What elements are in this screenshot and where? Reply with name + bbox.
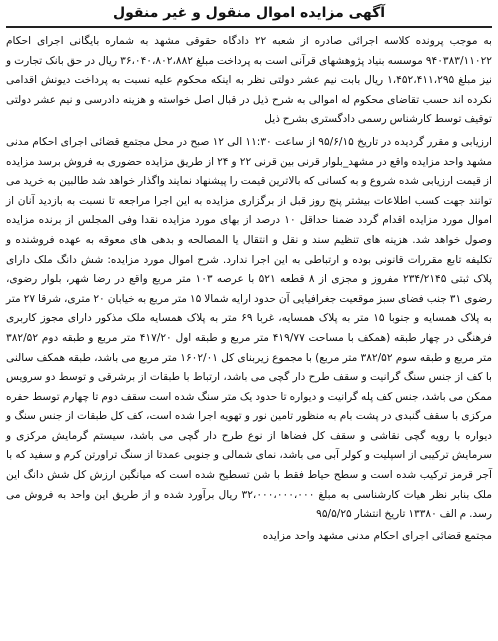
notice-title: آگهی مزایده اموال منقول و غیر منقول bbox=[112, 5, 386, 21]
notice-paragraph-auction: ارزیابی و مقرر گردیده در تاریخ ۹۵/۶/۱۵ از ساعت ۱۱:۳۰ الی ۱۲ صبح در محل مجتمع قضائی اجرای احکام مدنی مشهد واحد مزایده واقع در مشهد_بلوار قرنی بین قرنی ۲۲ و ۲۴ از طریق مزایده حضوری به فروش برسد مزایده از قیمت ارزیابی شده شروع و به کسانی که بالاترین قیمت را پیشنهاد نمایند واگذار خواهد شد طالبین به خرید می توانند جهت کسب اطلاعات بیشتر پنج روز قبل از برگزاری مزایده به این اجرا مراجعه تا نسبت به بازدید آنان از اموال مورد مزایده اقدام گردد ضمنا حداقل ۱۰ درصد از بهای مورد مزایده نقدا وفی المجلس از برنده مزایده وصول خواهد شد. هزینه های تنظیم سند و نقل و انتقال یا المصالحه و بدهی های معوقه به عهده فروشنده و تکلیفه تابع مقررات قانونی بوده و ارتباطی به این اجرا ندارد. شرح اموال مورد مزایده: شش دانگ ملک دارای پلاک ثبتی ۲۳۴/۲۱۴۵ مفروز و مجزی از ۸ قطعه ۵۲۱ با عرصه ۱۰۳ متر مربع واقع در رضا شهر، بلوار رضوی، رضوی ۳۱ جنب فضای سبز موقعیت جغرافیایی آن حدود ارایه شمالا ۱۵ متر مربع به خیابان ۲۰ متری، شرقا ۲۷ متر به پلاک همسایه و جنوبا ۱۵ متر به پلاک همسایه، غربا ۶۹ متر به پلاک همسایه ملک مذکور دارای مجوز کاربری فرهنگی در چهار طبقه (همکف با مساحت ۴۱۹/۷۷ متر مربع و طبقه اول ۴۱۷/۲۰ متر مربع و طبقه دوم ۳۸۲/۵۲ متر مربع و طبقه سوم ۳۸۲/۵۲ متر مربع) با مجموع زیربنای کل ۱۶۰۲/۰۱ متر مربع می باشد، طبقه همکف سالنی با کف از جنس سنگ گرانیت و سقف طرح دار گچی می باشد، ارتباط با طبقات از برشرقی و توسط دو سرویس ممکن می باشد، جنس کف پله گرانیت و دیواره تا حدود یک متر سنگ شده است سقف دوم تا چهارم توسط حفره مرکزی با سقف گنبدی در پشت بام به منظور تامین نور و تهویه اجرا شده است، کف کل طبقات از جنس سنگ و دیواره با رویه گچی نقاشی و سقف کل فضاها از نوع طرح دار گچی می باشد، سیستم گرمایش مرکزی و سرمایش ترکیبی از اسپلیت و کولر آبی می باشد، نمای شمالی و جنوبی عمدتا از سنگ تراورتن کرم و سفید که با آجر قرمز ترکیب شده است و سطح حیاط فقط با شن تسطیح شده است که میانگین ارزش کل شش دانگ این ملک بنابر نظر هیات کارشناسی به مبلغ ۳۲،۰۰۰،۰۰۰،۰۰۰ ریال برآورد شده و از طریق این واحد به فروش می رسد. م الف ۱۳۳۸۰ تاریخ انتشار ۹۵/۵/۲۵ bbox=[6, 135, 493, 521]
notice-footer-signature: مجتمع قضائی اجرای احکام مدنی مشهد واحد مزایده bbox=[262, 529, 492, 542]
notice-paragraph-case: به موجب پرونده کلاسه اجرائی صادره از شعبه ۲۲ دادگاه حقوقی مشهد به شماره بایگانی اجرای احکام ۹۴۰۳۸۳/۱۱۰۲۲ موسسه بنیاد پژوهشهای قرآنی است به پرداخت مبلغ ۳۶،۰۴۰،۸۰۲،۸۸۲ ریال در حق بانک تجارت و نیز مبلغ ۱،۴۵۲،۴۱۱،۲۹۵ ریال بابت نیم عشر دولتی نظر به اینکه محکوم علیه نسبت به پرداخت دیونش اقدامی نکرده اند حسب تقاضای محکوم له اموالی به شرح ذیل در قبال اصل خواسته و هزینه دادرسی و نیم عشر دولتی توقیف توسط کارشناس رسمی دادگستری بشرح ذیل bbox=[6, 35, 492, 126]
notice-header bbox=[6, 0, 492, 26]
title-divider bbox=[6, 26, 492, 28]
